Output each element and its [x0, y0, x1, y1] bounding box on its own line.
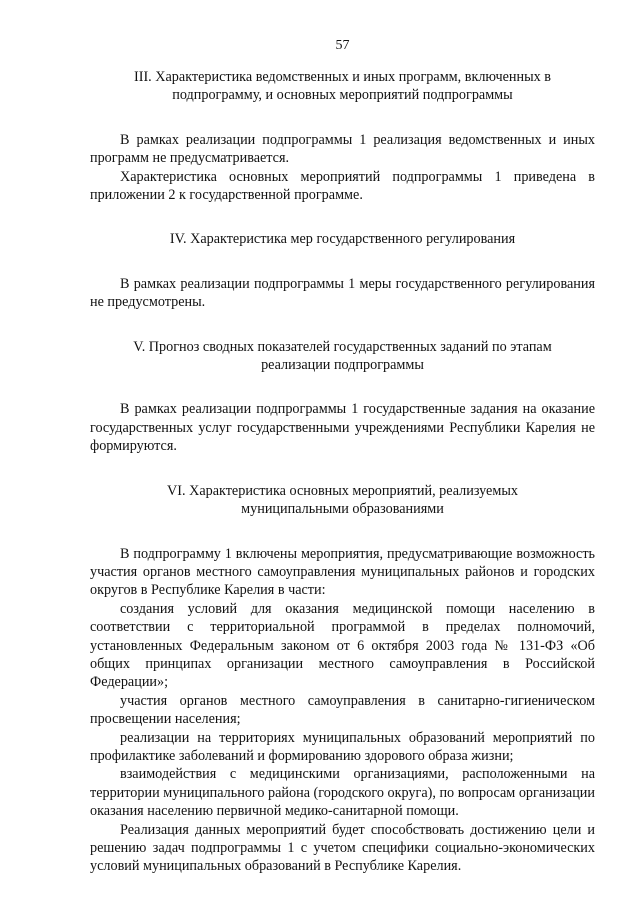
section-3-heading — [90, 68, 595, 105]
paragraph: реализации на территориях муниципальных образований мероприятий по профилактике заболеваний и формированию здорового образа жизни; — [90, 729, 595, 764]
paragraph: В рамках реализации подпрограммы 1 меры государственного регулирования не предусмотрены. — [90, 275, 595, 311]
paragraph: участия органов местного самоуправления в санитарно-гигиеническом просвещении населения; — [90, 692, 595, 728]
paragraph: создания условий для оказания медицинской помощи населению в соответствии с территориальной программой в пределах полномочий, установленных Федеральным законом от 6 октября 2003 года № 131-ФЗ «Об общих принципах организации местного самоуправления в Российской Федерации»; — [90, 600, 595, 691]
paragraph: В рамках реализации подпрограммы 1 государственные задания на оказание государственных услуг государственными учреждениями Республики Карелия не формируются. — [90, 401, 595, 455]
heading-line: реализации подпрограммы — [261, 357, 424, 374]
paragraph: Характеристика основных мероприятий подпрограммы 1 приведена в приложении 2 к государственной программе. — [90, 168, 595, 204]
document-page — [90, 0, 595, 905]
page-number: 57 — [335, 38, 350, 53]
paragraph: В подпрограмму 1 включены мероприятия, предусматривающие возможность участия органов местного самоуправления муниципальных районов и городских округов в Республике Карелия в части: — [90, 545, 595, 599]
section-6-heading — [90, 482, 595, 519]
heading-line: VI. Характеристика основных мероприятий, реализуемых — [167, 482, 518, 499]
document-body — [90, 68, 595, 876]
paragraph: Реализация данных мероприятий будет способствовать достижению цели и решению задач подпрограммы 1 с учетом специфики социально-экономических условий муниципальных образований в Республике Карелия. — [90, 821, 595, 875]
heading-line: V. Прогноз сводных показателей государственных заданий по этапам — [133, 338, 552, 355]
heading-line: IV. Характеристика мер государственного регулирования — [169, 231, 516, 248]
paragraph: взаимодействия с медицинскими организациями, расположенными на территории муниципального района (городского округа), по вопросам организации оказания населению первичной медико-санитарной помощи. — [90, 766, 595, 820]
section-4-heading — [90, 230, 595, 248]
heading-line: III. Характеристика ведомственных и иных программ, включенных в — [134, 69, 551, 85]
paragraph: В рамках реализации подпрограммы 1 реализация ведомственных и иных программ не предусматривается. — [90, 131, 595, 167]
heading-line: муниципальными образованиями — [241, 501, 444, 518]
heading-line: подпрограмму, и основных мероприятий подпрограммы — [172, 87, 513, 104]
section-5-heading — [90, 338, 595, 375]
